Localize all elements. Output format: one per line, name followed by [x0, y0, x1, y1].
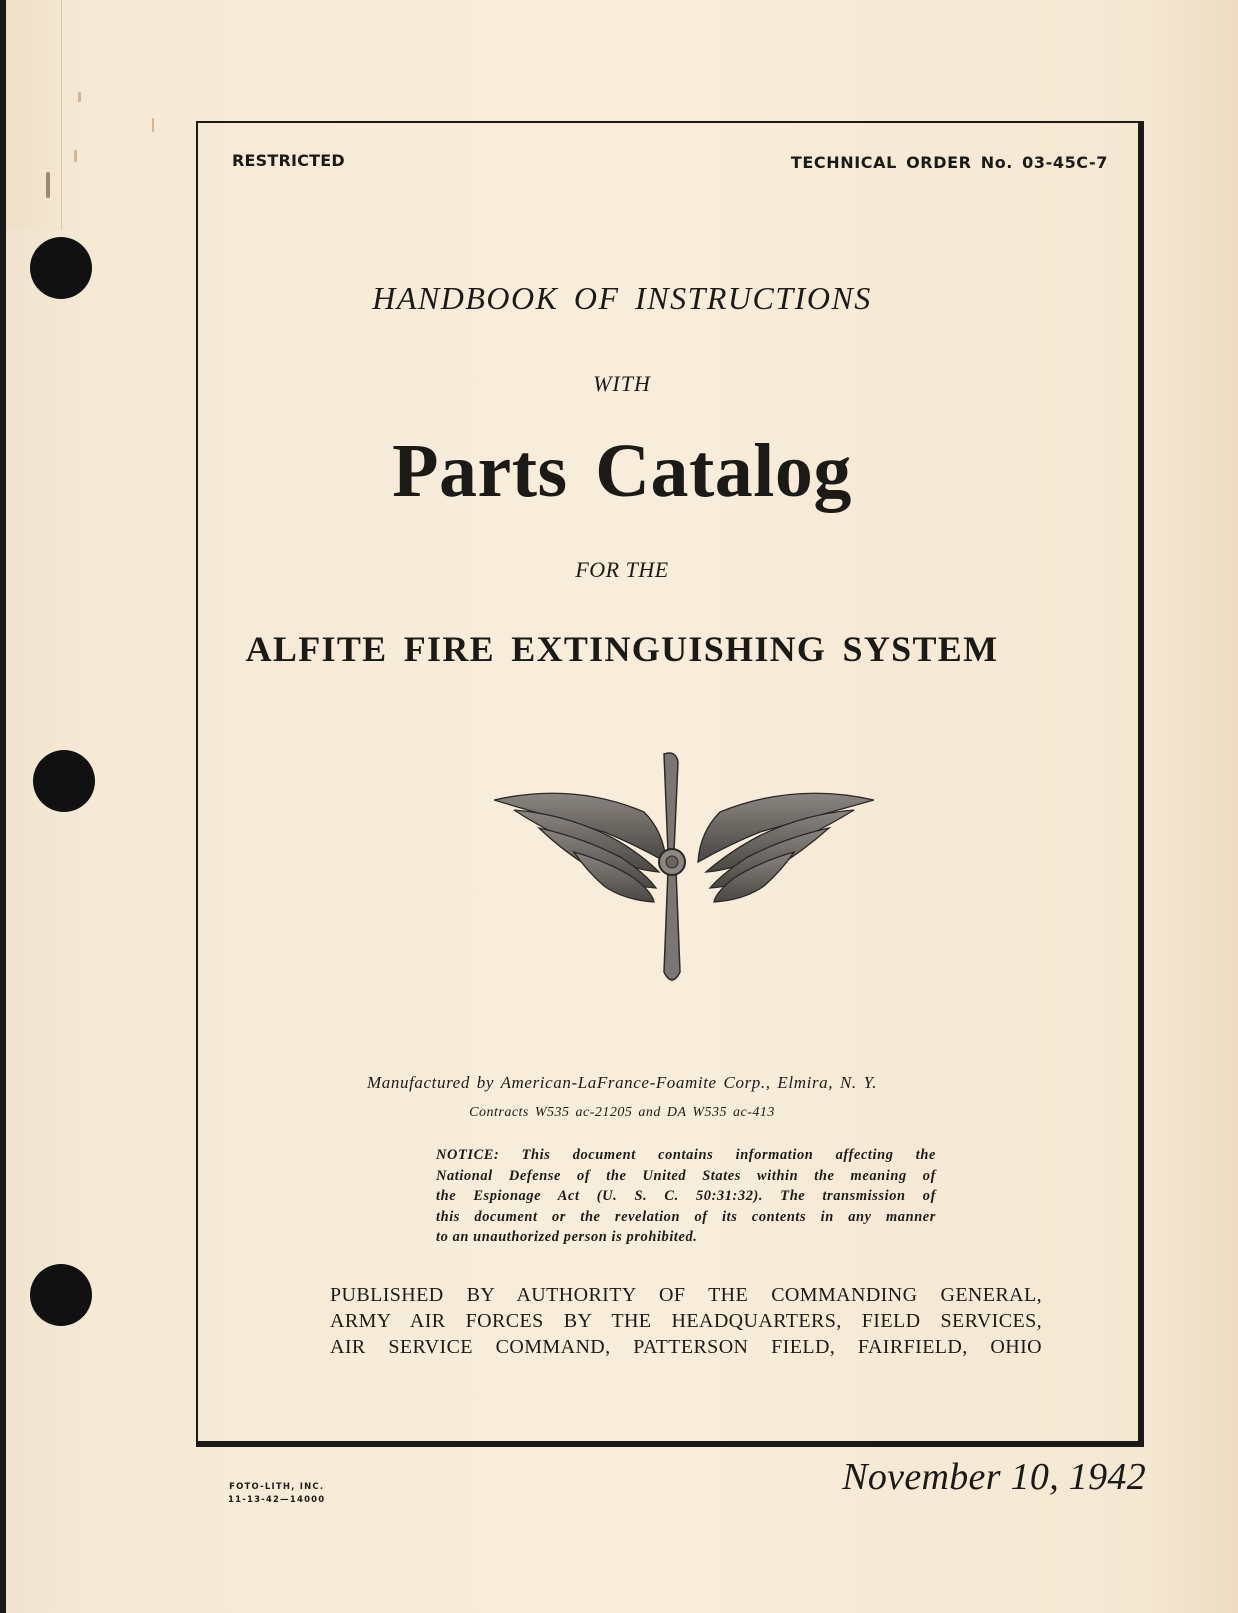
- contracts-line: Contracts W535 ac-21205 and DA W535 ac-413: [469, 1105, 775, 1120]
- notice-line: to an unauthorized person is prohibited.: [436, 1229, 698, 1245]
- printer-name: FOTO-LITH, INC.: [229, 1482, 325, 1492]
- for-the-line: FOR THE: [575, 557, 669, 582]
- notice-line: National Defense of the United States within the meaning of: [436, 1167, 936, 1184]
- punch-hole-middle: [33, 750, 95, 812]
- document-page: [6, 0, 1238, 1613]
- print-run-code: 11-13-42—14000: [228, 1495, 326, 1505]
- paper-stain: [152, 118, 154, 132]
- with-line: WITH: [593, 371, 651, 396]
- handbook-heading: HANDBOOK OF INSTRUCTIONS: [372, 280, 872, 316]
- authority-line: AIR SERVICE COMMAND, PATTERSON FIELD, FAIRFIELD, OHIO: [330, 1336, 1042, 1358]
- classification-label: RESTRICTED: [232, 151, 345, 170]
- manufacturer-line: Manufactured by American-LaFrance-Foamite Corp., Elmira, N. Y.: [367, 1073, 877, 1092]
- printer-imprint: [228, 1481, 325, 1507]
- wings-propeller-emblem-icon: [494, 752, 874, 992]
- paper-stain: [46, 172, 50, 198]
- notice-line: this document or the revelation of its contents in any manner: [436, 1208, 936, 1225]
- authority-line: ARMY AIR FORCES BY THE HEADQUARTERS, FIELD SERVICES,: [330, 1310, 1042, 1332]
- system-name: ALFITE FIRE EXTINGUISHING SYSTEM: [245, 629, 999, 669]
- document-title: Parts Catalog: [392, 429, 852, 513]
- security-notice: [436, 1145, 936, 1248]
- paper-stain: [74, 150, 77, 162]
- notice-line: the Espionage Act (U. S. C. 50:31:32). The transmission of: [436, 1188, 936, 1204]
- notice-line: NOTICE: This document contains information affecting the: [436, 1147, 936, 1163]
- authority-line: PUBLISHED BY AUTHORITY OF THE COMMANDING GENERAL,: [330, 1284, 1042, 1306]
- technical-order-number: TECHNICAL ORDER No. 03-45C-7: [790, 153, 1108, 172]
- punch-hole-bottom: [30, 1264, 92, 1326]
- publication-authority: [330, 1282, 1042, 1360]
- paper-stain: [78, 92, 81, 102]
- publication-date: November 10, 1942: [842, 1456, 1146, 1498]
